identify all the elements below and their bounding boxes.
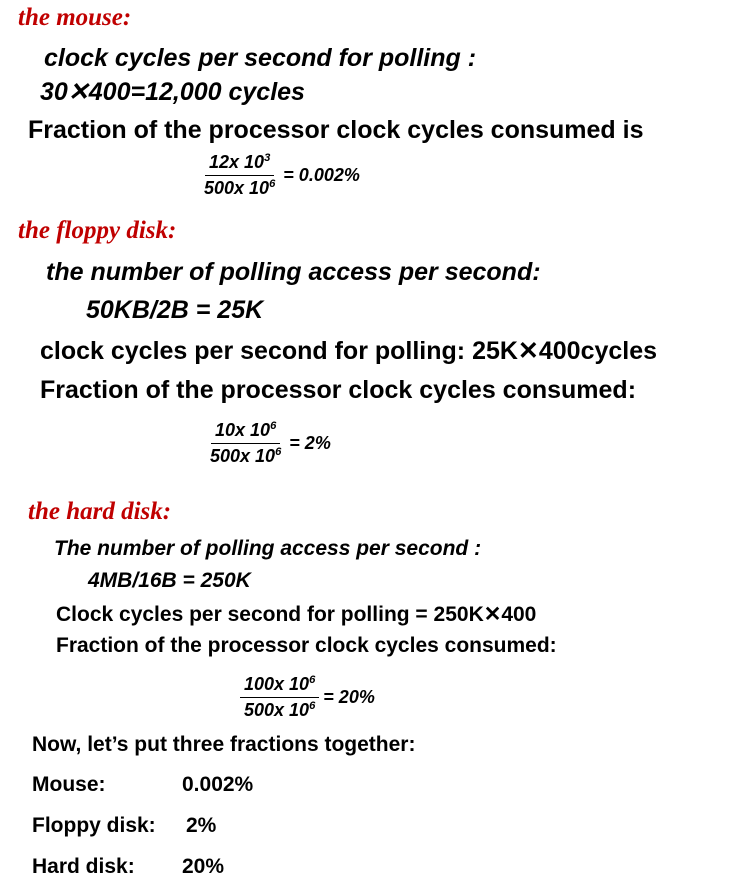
mouse-fraction-denominator [200,176,279,199]
summary-row-label: Floppy disk: [32,814,156,837]
floppy-den-exponent: 6 [275,446,282,458]
floppy-num-base: 10x 10 [215,420,271,440]
mouse-den-exponent: 6 [269,178,276,190]
hard-den-exponent: 6 [309,700,316,712]
mouse-fraction-label: Fraction of the processor clock cycles consumed is [28,116,644,144]
mouse-num-base: 12x 10 [209,152,265,172]
hard-polling-cycles: Clock cycles per second for polling = 250K✕400 [56,603,537,626]
floppy-fraction-denominator [206,444,285,467]
hard-fraction [240,674,319,721]
floppy-fraction-label: Fraction of the processor clock cycles consumed: [40,376,637,404]
summary-row-label: Mouse: [32,773,106,796]
mouse-polling-cycles-label: clock cycles per second for polling : [44,44,477,72]
mouse-polling-cycles-calc: 30✕400=12,000 cycles [40,78,305,106]
mouse-heading: the mouse: [18,4,132,31]
summary-row-value: 20% [182,855,225,878]
summary-row-value: 0.002% [182,773,254,796]
hard-fraction-result: = 20% [323,687,375,707]
hard-num-exponent: 6 [309,674,316,686]
floppy-polling-cycles: clock cycles per second for polling: 25K✕400cycles [40,337,658,365]
floppy-fraction [206,420,285,467]
mouse-fraction-formula [200,152,360,199]
floppy-num-exponent: 6 [270,420,277,432]
summary-row-label: Hard disk: [32,855,135,878]
mouse-den-base: 500x 10 [204,178,270,198]
hard-fraction-numerator [240,674,319,698]
hard-heading: the hard disk: [28,498,172,525]
hard-fraction-label: Fraction of the processor clock cycles consumed: [56,634,557,657]
floppy-polling-access-calc: 50KB/2B = 25K [86,296,264,324]
floppy-polling-access-label: the number of polling access per second: [46,258,541,286]
mouse-fraction-numerator [205,152,274,176]
floppy-fraction-formula [206,420,331,467]
summary-row-value: 2% [186,814,217,837]
hard-polling-access-calc: 4MB/16B = 250K [88,569,251,592]
hard-den-base: 500x 10 [244,700,310,720]
floppy-fraction-numerator [211,420,280,444]
mouse-num-exponent: 3 [264,152,271,164]
floppy-fraction-result: = 2% [289,433,331,453]
summary-intro: Now, let’s put three fractions together: [32,733,416,756]
hard-fraction-denominator [240,698,319,721]
mouse-fraction [200,152,279,199]
mouse-fraction-result: = 0.002% [283,165,360,185]
hard-polling-access-label: The number of polling access per second : [54,537,482,560]
floppy-heading: the floppy disk: [18,217,177,244]
hard-fraction-formula [240,674,375,721]
hard-num-base: 100x 10 [244,674,310,694]
floppy-den-base: 500x 10 [210,446,276,466]
